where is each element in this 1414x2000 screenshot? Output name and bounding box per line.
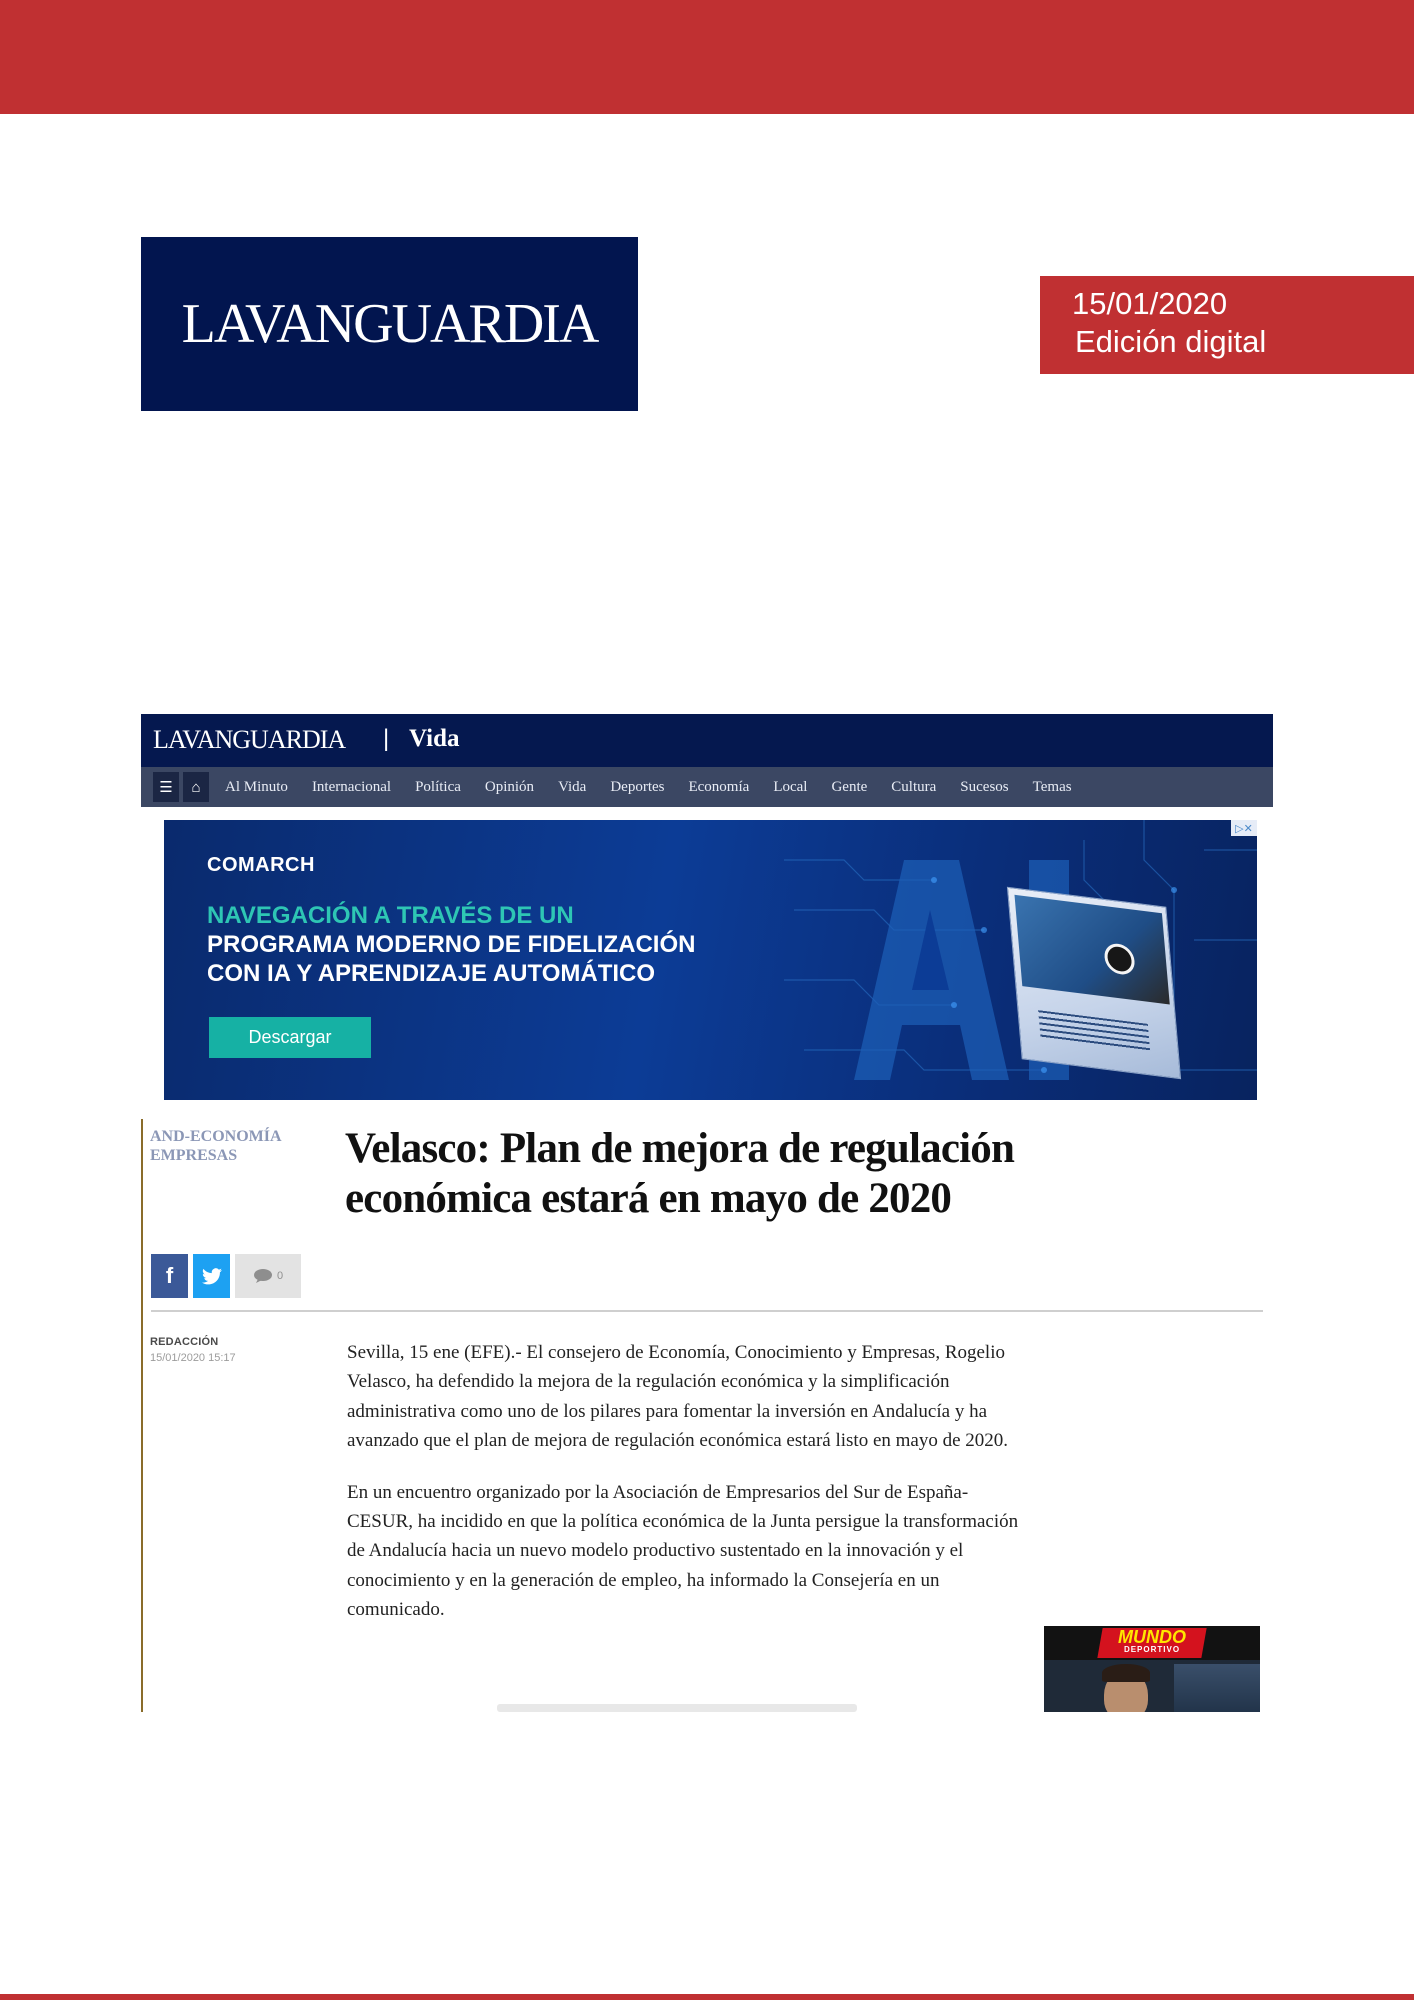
nav-item-economia[interactable]: Economía xyxy=(688,778,750,795)
nav-item-temas[interactable]: Temas xyxy=(1032,778,1072,795)
nav-item-sucesos[interactable]: Sucesos xyxy=(960,778,1009,795)
headline-line2: económica estará en mayo de 2020 xyxy=(345,1175,952,1222)
article-category[interactable] xyxy=(150,1127,310,1165)
top-red-band xyxy=(0,0,1414,114)
article-paragraph: Sevilla, 15 ene (EFE).- El consejero de Economía, Conocimiento y Empresas, Rogelio Velasco, ha defendido la mejora de la regulación económica y la simplificación administrativa como uno de los pilares para fomentar la inversión en Andalucía y ha avanzado que el plan de mejora de regulación económica estará listo en mayo de 2020. xyxy=(347,1342,1009,1452)
nav-item-cultura[interactable]: Cultura xyxy=(891,778,937,795)
ad-headline-line3: CON IA Y APRENDIZAJE AUTOMÁTICO xyxy=(207,960,656,987)
horizontal-scrollbar[interactable] xyxy=(497,1704,857,1712)
article-headline xyxy=(345,1124,1225,1224)
nav-item-local[interactable]: Local xyxy=(773,778,808,795)
section-title[interactable]: Vida xyxy=(409,725,460,752)
ad-headline-line2: PROGRAMA MODERNO DE FIDELIZACIÓN xyxy=(207,931,696,958)
nav-item-opinion[interactable]: Opinión xyxy=(484,778,535,795)
nav-item-al-minuto[interactable]: Al Minuto xyxy=(225,778,288,795)
menu-icon[interactable]: ☰ xyxy=(153,772,179,802)
author-byline: REDACCIÓN xyxy=(150,1336,219,1348)
mundo-deportivo-ad[interactable] xyxy=(1044,1626,1260,1712)
publish-timestamp: 15/01/2020 15:17 xyxy=(150,1352,236,1364)
ad-close-icon[interactable]: ▷✕ xyxy=(1231,820,1257,836)
la-vanguardia-logo xyxy=(141,237,638,411)
publication-date: 15/01/2020 xyxy=(1072,286,1228,321)
nav-item-politica[interactable]: Política xyxy=(415,778,461,795)
article-screenshot xyxy=(141,714,1273,1712)
ebook-cover-image xyxy=(1007,887,1181,1079)
logo-text: LAVANGUARDIA xyxy=(181,293,598,355)
home-icon[interactable]: ⌂ xyxy=(183,772,209,802)
side-ad-brand: MUNDO xyxy=(1118,1627,1186,1647)
twitter-share-icon[interactable] xyxy=(193,1254,230,1298)
nav-item-vida[interactable]: Vida xyxy=(558,778,587,795)
site-logo[interactable]: LAVANGUARDIA xyxy=(153,725,346,754)
nav-item-gente[interactable]: Gente xyxy=(831,778,868,795)
ad-download-button[interactable]: Descargar xyxy=(209,1017,371,1058)
facebook-share-icon[interactable]: f xyxy=(151,1254,188,1298)
header-separator: | xyxy=(383,725,390,752)
article-paragraph: En un encuentro organizado por la Asociación de Empresarios del Sur de España-CESUR, ha incidido en que la política económica de la Junta persigue la transformación de Andalucía hacia un nuevo modelo productivo sustentado en la innovación y el conocimiento y en la generación de empleo, ha informado la Consejería en un comunicado. xyxy=(347,1481,1019,1621)
category-line1: AND-ECONOMÍA xyxy=(150,1128,282,1145)
nav-item-deportes[interactable]: Deportes xyxy=(610,778,665,795)
article-body xyxy=(347,1338,1027,1647)
side-ad-sub: DEPORTIVO xyxy=(1123,1645,1181,1654)
comments-count: 0 xyxy=(276,1270,284,1282)
header-divider xyxy=(151,1310,1263,1312)
ad-brand: COMARCH xyxy=(207,854,315,876)
comment-bubble-icon xyxy=(253,1268,273,1284)
main-navigation xyxy=(141,767,1273,807)
comments-button[interactable] xyxy=(235,1254,301,1298)
nav-item-internacional[interactable]: Internacional xyxy=(311,778,392,795)
comarch-banner-ad[interactable] xyxy=(164,820,1257,1100)
bottom-red-line xyxy=(0,1994,1414,2000)
date-badge xyxy=(1040,276,1414,374)
edition-label: Edición digital xyxy=(1075,324,1267,359)
site-header xyxy=(141,714,1273,767)
headline-line1: Velasco: Plan de mejora de regulación xyxy=(345,1125,1015,1172)
ad-headline-line1: NAVEGACIÓN A TRAVÉS DE UN xyxy=(207,902,574,929)
share-buttons xyxy=(151,1254,301,1298)
category-line2: EMPRESAS xyxy=(150,1147,238,1164)
left-divider xyxy=(141,1119,143,1712)
